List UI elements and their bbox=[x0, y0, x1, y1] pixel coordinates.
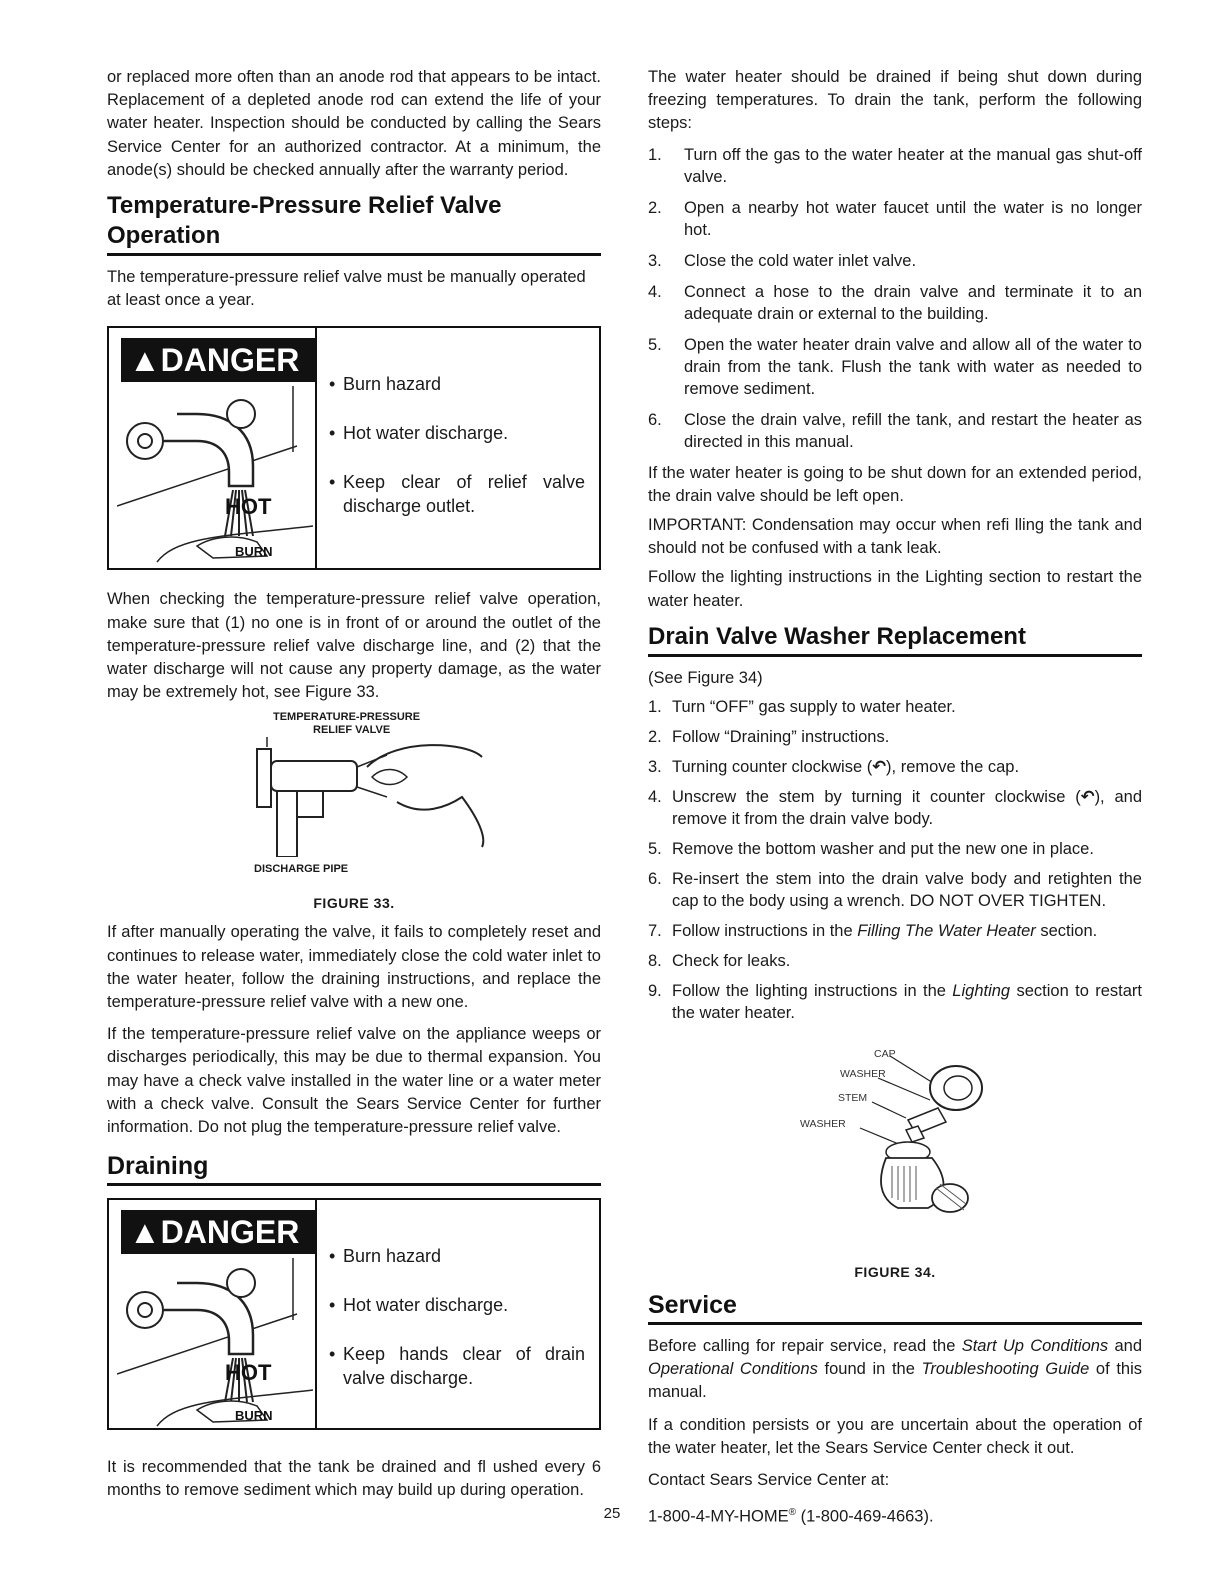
washer-heading: Drain Valve Washer Replacement bbox=[648, 622, 1142, 657]
fig33-label-valve: TEMPERATURE-PRESSURE bbox=[273, 711, 421, 724]
hot-water-faucet-icon bbox=[117, 1258, 313, 1428]
svg-text:HOT: HOT bbox=[225, 1360, 272, 1386]
tpr-paragraph-4: If the temperature-pressure relief valve on the appliance weeps or discharges periodically, this may be due to thermal expansion. You may have a check valve installed in the water line or a water meter with a check valve. Consult the Sears Service Center for further information. Do not plug the temperature-pressure relief valve. bbox=[107, 1025, 601, 1137]
hot-water-faucet-icon bbox=[117, 386, 313, 564]
svg-text:BURN: BURN bbox=[235, 1408, 273, 1424]
draining-steps bbox=[648, 144, 1142, 453]
danger-bullet: • Hot water discharge. bbox=[329, 1293, 585, 1317]
list-item: 6. Close the drain valve, refill the tank, and restart the heater as directed in this manual. bbox=[648, 410, 1142, 451]
list-item: 1. Turn off the gas to the water heater at the manual gas shut-off valve. bbox=[648, 145, 1142, 186]
fig33-label-valve-2: RELIEF VALVE bbox=[313, 724, 391, 737]
counter-clockwise-arrow-icon: ↶ bbox=[1080, 788, 1095, 807]
list-item: 3. Close the cold water inlet valve. bbox=[648, 251, 917, 270]
service-paragraph-1: Before calling for repair service, read the Start Up Conditions and Operational Conditions found in the Troubleshooting Guide of this manual. bbox=[648, 1337, 1143, 1402]
danger-bullet: • Keep hands clear of drain valve discharge. bbox=[329, 1342, 585, 1390]
danger-divider bbox=[315, 328, 317, 568]
warning-triangle-icon: ▲ bbox=[129, 1214, 161, 1251]
draining-important: IMPORTANT: Condensation may occur when refi lling the tank and should not be confused with a tank leak. bbox=[648, 516, 1142, 558]
danger-bullet: • Hot water discharge. bbox=[329, 421, 585, 445]
list-item: 2. Open a nearby hot water faucet until the water is no longer hot. bbox=[648, 198, 1142, 239]
right-column bbox=[648, 66, 1142, 1538]
draining-extended: If the water heater is going to be shut down for an extended period, the drain valve should be left open. bbox=[648, 463, 1142, 505]
fig34-label-washer-bottom: WASHER bbox=[800, 1118, 846, 1131]
list-item: 4. Connect a hose to the drain valve and terminate it to an adequate drain or external to the building. bbox=[648, 282, 1142, 323]
washer-see-figure: (See Figure 34) bbox=[648, 668, 763, 687]
draining-heading: Draining bbox=[107, 1151, 601, 1186]
draining-recommendation: It is recommended that the tank be drained and fl ushed every 6 months to remove sediment which may build up during operation. bbox=[107, 1458, 601, 1500]
tpr-heading: Temperature-Pressure Relief Valve Operation bbox=[107, 191, 601, 256]
fig34-label-cap: CAP bbox=[874, 1048, 896, 1061]
fig33-label-pipe: DISCHARGE PIPE bbox=[254, 863, 349, 876]
tpr-paragraph-3: If after manually operating the valve, it fails to completely reset and continues to release water, immediately close the cold water inlet to the water heater, follow the draining instructions, and replace the temperature-pressure relief valve with a new one. bbox=[107, 923, 601, 1012]
drain-valve-illustration bbox=[808, 1048, 1008, 1218]
figure-33 bbox=[107, 711, 601, 891]
counter-clockwise-arrow-icon: ↶ bbox=[872, 758, 887, 777]
danger-divider bbox=[315, 1200, 317, 1428]
fig34-label-stem: STEM bbox=[838, 1092, 868, 1105]
relief-valve-illustration bbox=[247, 737, 487, 857]
danger-bullet: • Burn hazard bbox=[329, 1244, 585, 1268]
danger-bullets bbox=[329, 1244, 585, 1415]
service-phone: 1-800-4-MY-HOME® (1-800-469-4663). bbox=[648, 1507, 934, 1526]
list-item: 1. Turn “OFF” gas supply to water heater. bbox=[648, 698, 956, 717]
list-item: 4. Unscrew the stem by turning it counter clockwise (↶), and remove it from the drain valve body. bbox=[648, 788, 1142, 829]
list-item: 6. Re-insert the stem into the drain valve body and retighten the cap to the body using a wrench. DO NOT OVER TIGHTEN. bbox=[648, 870, 1142, 911]
danger-tag: ▲DANGER bbox=[121, 1210, 315, 1254]
service-contact: Contact Sears Service Center at: bbox=[648, 1471, 890, 1490]
figure-34 bbox=[648, 1048, 1142, 1258]
warning-triangle-icon: ▲ bbox=[129, 342, 161, 379]
list-item: 9. Follow the lighting instructions in the Lighting section to restart the water heater. bbox=[648, 982, 1142, 1023]
list-item: 3. Turning counter clockwise (↶), remove the cap. bbox=[648, 758, 1020, 777]
left-column bbox=[107, 66, 601, 1512]
figure-34-caption: FIGURE 34. bbox=[854, 1264, 936, 1281]
danger-bullet: • Keep clear of relief valve discharge outlet. bbox=[329, 470, 585, 518]
list-item: 7. Follow instructions in the Filling The Water Heater section. bbox=[648, 922, 1098, 941]
tpr-paragraph-1: The temperature-pressure relief valve must be manually operated at least once a year. bbox=[107, 268, 586, 310]
draining-intro: The water heater should be drained if being shut down during freezing temperatures. To drain the tank, perform the following steps: bbox=[648, 68, 1142, 133]
figure-33-caption: FIGURE 33. bbox=[313, 895, 395, 912]
danger-tag: ▲DANGER bbox=[121, 338, 315, 382]
page-number: 25 bbox=[603, 1505, 621, 1522]
draining-restart: Follow the lighting instructions in the Lighting section to restart the water heater. bbox=[648, 568, 1142, 610]
list-item: 5. Open the water heater drain valve and allow all of the water to drain from the tank. Flush the tank with water as needed to remove sediment. bbox=[648, 335, 1142, 398]
anode-paragraph: or replaced more often than an anode rod that appears to be intact. Replacement of a depleted anode rod can extend the life of your water heater. Inspection should be conducted by calling the Sears Service Center for an authorized contractor. At a minimum, the anode(s) should be checked annually after the warranty period. bbox=[107, 68, 601, 179]
service-heading: Service bbox=[648, 1290, 1142, 1325]
tpr-paragraph-2: When checking the temperature-pressure relief valve operation, make sure that (1) no one is in front of or around the outlet of the temperature-pressure relief valve discharge line, and (2) that the water discharge will not cause any property damage, as the water may be extremely hot, see Figure 33. bbox=[107, 590, 601, 702]
service-paragraph-2: If a condition persists or you are uncertain about the operation of the water heater, let the Sears Service Center check it out. bbox=[648, 1415, 1142, 1457]
list-item: 5. Remove the bottom washer and put the new one in place. bbox=[648, 840, 1094, 859]
danger-box-draining bbox=[107, 1198, 601, 1430]
washer-steps bbox=[648, 696, 1142, 1024]
danger-box-relief-valve bbox=[107, 326, 601, 570]
svg-text:HOT: HOT bbox=[225, 494, 272, 520]
danger-bullets bbox=[329, 372, 585, 543]
list-item: 8. Check for leaks. bbox=[648, 952, 791, 971]
danger-bullet: • Burn hazard bbox=[329, 372, 585, 396]
fig34-label-washer-top: WASHER bbox=[840, 1068, 886, 1081]
svg-text:BURN: BURN bbox=[235, 544, 273, 560]
list-item: 2. Follow “Draining” instructions. bbox=[648, 728, 890, 747]
